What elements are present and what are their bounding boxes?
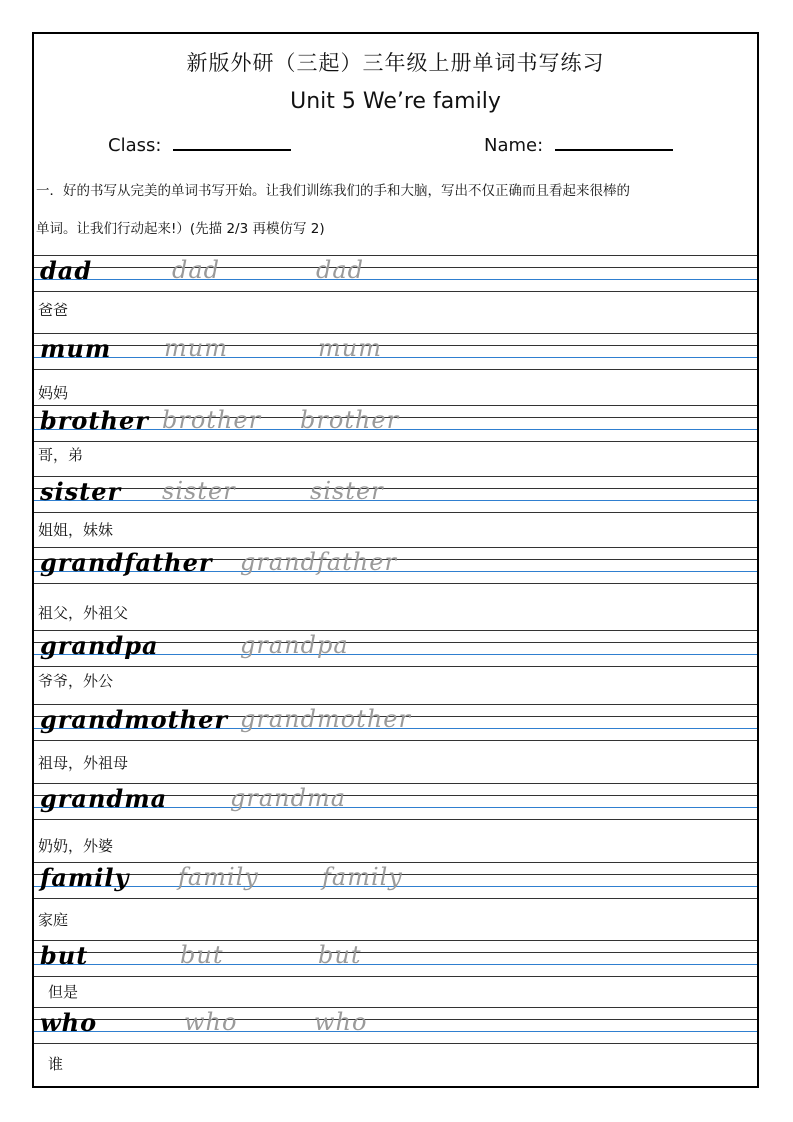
guide-line <box>34 1007 757 1008</box>
word-row <box>34 255 757 295</box>
baseline <box>34 1031 757 1032</box>
word-meaning: 哥，弟 <box>38 446 84 464</box>
trace-word: dad <box>172 256 221 284</box>
guide-line <box>34 976 757 977</box>
guide-line <box>34 345 757 346</box>
guide-line <box>34 291 757 292</box>
instruction-line-1: 一．好的书写从完美的单词书写开始。让我们训练我们的手和大脑，写出不仅正确而且看起来很棒的 <box>36 183 630 199</box>
model-word: brother <box>40 406 149 435</box>
guide-line <box>34 583 757 584</box>
baseline <box>34 279 757 280</box>
trace-word: grandmother <box>240 705 411 733</box>
word-row <box>34 333 757 373</box>
trace-word: family <box>322 863 403 891</box>
word-meaning: 但是 <box>48 983 79 1001</box>
guide-line <box>34 267 757 268</box>
model-word: grandpa <box>40 631 159 660</box>
trace-word: but <box>318 941 362 969</box>
class-field <box>108 131 291 156</box>
trace-word: brother <box>300 406 400 434</box>
guide-line <box>34 740 757 741</box>
class-label: Class: <box>108 135 162 156</box>
trace-word: family <box>178 863 259 891</box>
trace-word: who <box>184 1008 238 1036</box>
guide-line <box>34 488 757 489</box>
model-word: mum <box>40 334 112 363</box>
guide-line <box>34 1019 757 1020</box>
trace-word: brother <box>162 406 262 434</box>
word-row <box>34 1007 757 1047</box>
guide-line <box>34 333 757 334</box>
word-row <box>34 940 757 980</box>
word-meaning: 姐姐，妹妹 <box>38 521 114 539</box>
class-blank[interactable] <box>173 131 291 151</box>
model-word: dad <box>40 256 93 285</box>
word-meaning: 奶奶，外婆 <box>38 837 114 855</box>
baseline <box>34 964 757 965</box>
trace-word: grandpa <box>240 631 349 659</box>
word-meaning: 谁 <box>48 1055 64 1073</box>
guide-line <box>34 666 757 667</box>
trace-word: mum <box>318 334 382 362</box>
guide-line <box>34 369 757 370</box>
model-word: sister <box>40 477 122 506</box>
word-meaning: 妈妈 <box>38 384 69 402</box>
name-blank[interactable] <box>555 131 673 151</box>
instruction <box>36 172 751 248</box>
word-row <box>34 862 757 902</box>
guide-line <box>34 952 757 953</box>
trace-word: but <box>180 941 224 969</box>
trace-word: who <box>314 1008 368 1036</box>
word-row <box>34 630 757 670</box>
model-word: family <box>40 863 130 892</box>
guide-line <box>34 819 757 820</box>
trace-word: dad <box>316 256 365 284</box>
worksheet-title: 新版外研（三起）三年级上册单词书写练习 <box>186 51 605 75</box>
word-meaning: 祖父，外祖父 <box>38 604 129 622</box>
trace-word: sister <box>310 477 384 505</box>
guide-line <box>34 441 757 442</box>
baseline <box>34 500 757 501</box>
trace-word: mum <box>164 334 228 362</box>
name-label: Name: <box>484 135 544 156</box>
guide-line <box>34 512 757 513</box>
guide-line <box>34 940 757 941</box>
model-word: grandmother <box>40 705 229 734</box>
guide-line <box>34 476 757 477</box>
guide-line <box>34 255 757 256</box>
trace-word: grandma <box>230 784 347 812</box>
baseline <box>34 357 757 358</box>
model-word: grandma <box>40 784 168 813</box>
word-meaning: 祖母，外祖母 <box>38 754 129 772</box>
model-word: grandfather <box>40 548 213 577</box>
model-word: but <box>40 941 89 970</box>
guide-line <box>34 898 757 899</box>
unit-title: Unit 5 We’re family <box>290 89 501 114</box>
word-row <box>34 783 757 823</box>
word-row <box>34 405 757 445</box>
word-row <box>34 547 757 587</box>
instruction-line-2: 单词。让我们行动起来!）(先描 2/3 再模仿写 2) <box>36 221 325 237</box>
word-meaning: 爷爷，外公 <box>38 672 114 690</box>
word-row <box>34 704 757 744</box>
word-row <box>34 476 757 516</box>
word-meaning: 爸爸 <box>38 301 69 319</box>
word-meaning: 家庭 <box>38 911 69 929</box>
worksheet-frame <box>32 32 759 1088</box>
trace-word: sister <box>162 477 236 505</box>
guide-line <box>34 1043 757 1044</box>
trace-word: grandfather <box>240 548 397 576</box>
name-field <box>484 131 673 156</box>
model-word: who <box>40 1008 98 1037</box>
